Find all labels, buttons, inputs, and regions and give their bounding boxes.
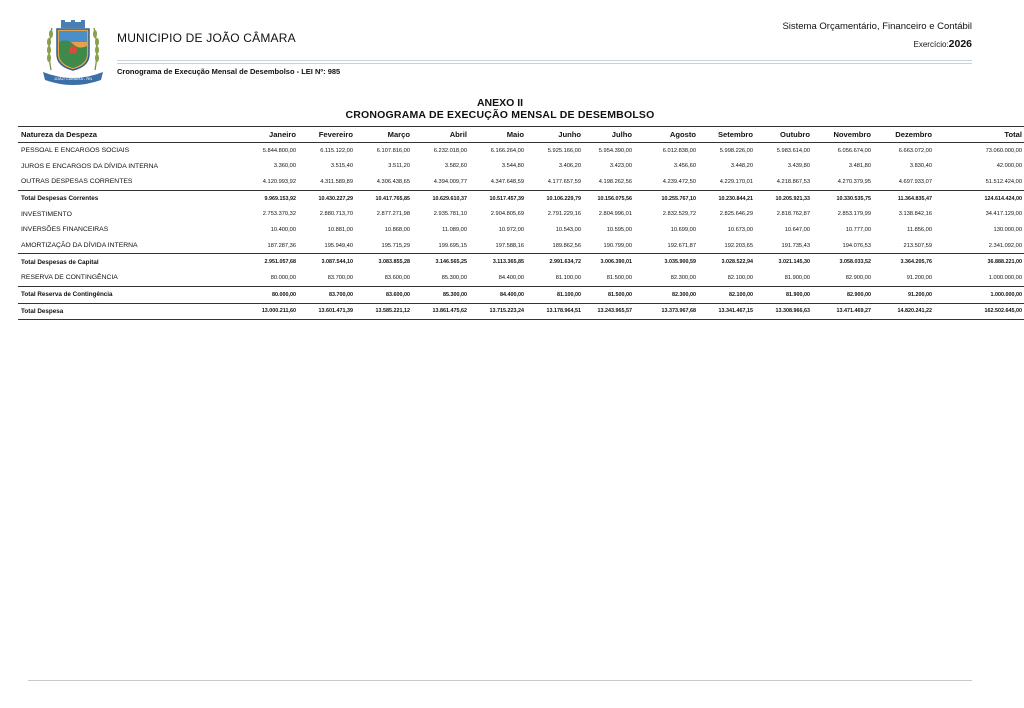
month-value: 4.120.993,92 xyxy=(262,178,296,185)
row-label: RESERVA DE CONTINGÊNCIA xyxy=(21,274,118,282)
month-value: 3.582,60 xyxy=(444,163,467,170)
month-value: 83.700,00 xyxy=(298,286,355,303)
month-value: 192.203,65 xyxy=(724,242,753,249)
month-value: 13.601.471,39 xyxy=(298,303,355,320)
month-value: 10.777,00 xyxy=(845,226,871,233)
month-value: 82.100,00 xyxy=(727,274,753,281)
month-value: 81.500,00 xyxy=(583,286,634,303)
month-value: 195.949,40 xyxy=(324,242,353,249)
month-value: 2.877.271,98 xyxy=(376,211,410,218)
month-value: 10.430.227,29 xyxy=(298,190,355,206)
row-label: INVERSÕES FINANCEIRAS xyxy=(21,226,109,234)
month-value: 10.156.075,56 xyxy=(583,190,634,206)
month-value: 10.629.610,37 xyxy=(412,190,469,206)
table-row xyxy=(18,143,1024,159)
row-label: AMORTIZAÇÃO DA DÍVIDA INTERNA xyxy=(21,242,138,250)
row-total-value: 1.000.000,00 xyxy=(934,286,1024,303)
system-name: Sistema Orçamentário, Financeiro e Contábil xyxy=(782,21,972,32)
month-value: 2.904.805,69 xyxy=(490,211,524,218)
month-value: 3.439,80 xyxy=(787,163,810,170)
table-total-row xyxy=(18,286,1024,303)
table-header-row xyxy=(18,127,1024,143)
month-value: 4.198.262,56 xyxy=(598,178,632,185)
month-value: 3.021.145,30 xyxy=(755,254,812,270)
month-value: 194.076,53 xyxy=(842,242,871,249)
month-value: 82.900,00 xyxy=(845,274,871,281)
month-value: 6.012.838,00 xyxy=(662,147,696,154)
month-value: 3.087.544,10 xyxy=(298,254,355,270)
row-label: INVESTIMENTO xyxy=(21,210,72,218)
column-header-month: Janeiro xyxy=(241,127,298,143)
column-header-month: Agosto xyxy=(634,127,698,143)
month-value: 9.969.153,92 xyxy=(241,190,298,206)
month-value: 14.820.241,22 xyxy=(873,303,934,320)
month-value: 6.107.816,00 xyxy=(376,147,410,154)
row-label: Total Reserva de Contingência xyxy=(18,286,241,303)
month-value: 91.200,00 xyxy=(906,274,932,281)
month-value: 10.106.229,79 xyxy=(526,190,583,206)
month-value: 189.862,56 xyxy=(552,242,581,249)
month-value: 3.481,80 xyxy=(848,163,871,170)
row-total-value: 51.512.424,00 xyxy=(985,178,1022,185)
month-value: 13.471.469,27 xyxy=(812,303,873,320)
month-value: 2.804.996,01 xyxy=(598,211,632,218)
month-value: 10.881,00 xyxy=(327,226,353,233)
column-header-month: Outubro xyxy=(755,127,812,143)
month-value: 5.954.390,00 xyxy=(598,147,632,154)
month-value: 3.515,40 xyxy=(330,163,353,170)
month-value: 6.115.122,00 xyxy=(320,147,353,154)
month-value: 84.400,00 xyxy=(498,274,524,281)
municipality-name: MUNICIPIO DE JOÃO CÂMARA xyxy=(117,31,296,45)
month-value: 10.230.844,21 xyxy=(698,190,755,206)
month-value: 6.056.674,00 xyxy=(837,147,871,154)
table-row xyxy=(18,238,1024,254)
table-row xyxy=(18,174,1024,190)
month-value: 199.695,15 xyxy=(438,242,467,249)
table-row xyxy=(18,222,1024,238)
month-value: 2.753.370,32 xyxy=(262,211,296,218)
month-value: 3.448,20 xyxy=(730,163,753,170)
month-value: 81.900,00 xyxy=(784,274,810,281)
month-value: 3.146.565,25 xyxy=(412,254,469,270)
svg-text:JOÃO CÂMARA - RN: JOÃO CÂMARA - RN xyxy=(53,76,93,81)
month-value: 10.400,00 xyxy=(270,226,296,233)
month-value: 10.972,00 xyxy=(498,226,524,233)
month-value: 3.423,00 xyxy=(609,163,632,170)
month-value: 10.255.767,10 xyxy=(634,190,698,206)
month-value: 82.300,00 xyxy=(670,274,696,281)
month-value: 3.830,40 xyxy=(909,163,932,170)
month-value: 2.991.634,72 xyxy=(526,254,583,270)
annex-title: ANEXO II xyxy=(476,97,524,109)
month-value: 10.417.765,85 xyxy=(355,190,412,206)
month-value: 3.113.365,85 xyxy=(469,254,526,270)
month-value: 197.588,16 xyxy=(495,242,524,249)
table-row xyxy=(18,159,1024,175)
column-header-month: Junho xyxy=(526,127,583,143)
month-value: 5.998.226,00 xyxy=(719,147,753,154)
row-label: JUROS E ENCARGOS DA DÍVIDA INTERNA xyxy=(21,162,159,170)
month-value: 3.035.900,59 xyxy=(634,254,698,270)
row-total-value: 73.060.000,00 xyxy=(985,147,1022,154)
municipal-coat-of-arms-icon xyxy=(37,20,109,88)
month-value: 82.900,00 xyxy=(812,286,873,303)
column-header-month: Dezembro xyxy=(873,127,934,143)
month-value: 4.177.657,59 xyxy=(547,178,581,185)
month-value: 191.735,43 xyxy=(781,242,810,249)
month-value: 2.880.713,70 xyxy=(319,211,353,218)
month-value: 13.000.211,60 xyxy=(241,303,298,320)
row-total-value: 36.888.221,00 xyxy=(934,254,1024,270)
month-value: 13.178.964,51 xyxy=(526,303,583,320)
row-total-value: 42.000,00 xyxy=(996,163,1022,170)
month-value: 10.517.457,39 xyxy=(469,190,526,206)
month-value: 3.006.390,01 xyxy=(583,254,634,270)
month-value: 213.507,59 xyxy=(903,242,932,249)
month-value: 91.200,00 xyxy=(873,286,934,303)
month-value: 5.844.800,00 xyxy=(262,147,296,154)
month-value: 4.218.867,53 xyxy=(776,178,810,185)
month-value: 82.300,00 xyxy=(634,286,698,303)
row-label: Total Despesa xyxy=(18,303,241,320)
month-value: 13.341.467,15 xyxy=(698,303,755,320)
table-row xyxy=(18,207,1024,223)
month-value: 81.100,00 xyxy=(555,274,581,281)
row-total-value: 2.341.092,00 xyxy=(988,242,1022,249)
row-total-value: 124.614.424,00 xyxy=(934,190,1024,206)
month-value: 85.300,00 xyxy=(441,274,467,281)
column-header-month: Setembro xyxy=(698,127,755,143)
report-subtitle: Cronograma de Execução Mensal de Desembolso - LEI Nº: 985 xyxy=(117,67,341,76)
month-value: 10.205.921,33 xyxy=(755,190,812,206)
column-header-month: Total xyxy=(934,127,1024,143)
table-total-row xyxy=(18,303,1024,320)
month-value: 81.900,00 xyxy=(755,286,812,303)
month-value: 10.699,00 xyxy=(670,226,696,233)
month-value: 10.330.535,75 xyxy=(812,190,873,206)
report-title: CRONOGRAMA DE EXECUÇÃO MENSAL DE DESEMBOLSO xyxy=(345,109,655,121)
month-value: 3.083.855,28 xyxy=(355,254,412,270)
row-total-value: 130.000,00 xyxy=(993,226,1022,233)
month-value: 2.791.229,16 xyxy=(547,211,581,218)
month-value: 3.511,20 xyxy=(388,163,410,170)
month-value: 192.671,87 xyxy=(667,242,696,249)
month-value: 83.700,00 xyxy=(327,274,353,281)
month-value: 4.270.379,95 xyxy=(837,178,871,185)
month-value: 81.500,00 xyxy=(606,274,632,281)
month-value: 13.373.967,68 xyxy=(634,303,698,320)
month-value: 3.364.205,76 xyxy=(873,254,934,270)
column-header-month: Julho xyxy=(583,127,634,143)
month-value: 2.825.646,29 xyxy=(719,211,753,218)
month-value: 84.400,00 xyxy=(469,286,526,303)
month-value: 3.138.842,16 xyxy=(898,211,932,218)
month-value: 13.308.966,63 xyxy=(755,303,812,320)
month-value: 10.595,00 xyxy=(606,226,632,233)
month-value: 3.456,60 xyxy=(673,163,696,170)
row-label: PESSOAL E ENCARGOS SOCIAIS xyxy=(21,147,130,155)
row-label: Total Despesas de Capital xyxy=(18,254,241,270)
month-value: 83.600,00 xyxy=(384,274,410,281)
column-header-month: Março xyxy=(355,127,412,143)
table-total-row xyxy=(18,254,1024,270)
month-value: 11.856,00 xyxy=(907,226,932,233)
exercise-year xyxy=(914,38,972,50)
column-header-month: Abril xyxy=(412,127,469,143)
month-value: 11.364.835,47 xyxy=(873,190,934,206)
column-header-natureza: Natureza da Despeza xyxy=(18,127,241,143)
month-value: 2.935.781,10 xyxy=(433,211,467,218)
month-value: 4.229.170,01 xyxy=(719,178,753,185)
month-value: 4.306.438,65 xyxy=(376,178,410,185)
month-value: 2.818.762,87 xyxy=(776,211,810,218)
header-divider xyxy=(117,60,972,64)
month-value: 4.697.933,07 xyxy=(898,178,932,185)
month-value: 2.951.057,68 xyxy=(241,254,298,270)
month-value: 4.394.009,77 xyxy=(433,178,467,185)
row-label: Total Despesas Correntes xyxy=(18,190,241,206)
month-value: 187.287,36 xyxy=(267,242,296,249)
month-value: 80.000,00 xyxy=(241,286,298,303)
month-value: 13.861.475,62 xyxy=(412,303,469,320)
month-value: 3.360,00 xyxy=(273,163,296,170)
month-value: 195.715,29 xyxy=(381,242,410,249)
month-value: 3.544,80 xyxy=(501,163,524,170)
month-value: 10.543,00 xyxy=(555,226,581,233)
month-value: 3.028.522,94 xyxy=(698,254,755,270)
month-value: 13.715.223,24 xyxy=(469,303,526,320)
month-value: 83.600,00 xyxy=(355,286,412,303)
month-value: 2.832.529,72 xyxy=(662,211,696,218)
month-value: 10.868,00 xyxy=(384,226,410,233)
month-value: 2.853.179,99 xyxy=(837,211,871,218)
month-value: 3.058.033,52 xyxy=(812,254,873,270)
month-value: 4.347.648,59 xyxy=(490,178,524,185)
month-value: 10.673,00 xyxy=(727,226,753,233)
month-value: 10.647,00 xyxy=(784,226,810,233)
month-value: 6.166.264,00 xyxy=(490,147,524,154)
month-value: 4.239.472,50 xyxy=(662,178,696,185)
row-total-value: 1.000.000,00 xyxy=(988,274,1022,281)
month-value: 190.799,00 xyxy=(603,242,632,249)
row-total-value: 162.502.645,00 xyxy=(934,303,1024,320)
month-value: 4.311.589,89 xyxy=(320,178,353,185)
disbursement-schedule-table xyxy=(18,126,1024,320)
month-value: 82.100,00 xyxy=(698,286,755,303)
table-total-row xyxy=(18,190,1024,206)
exercise-year-value: 2026 xyxy=(948,38,972,50)
month-value: 5.983.614,00 xyxy=(776,147,810,154)
footer-divider xyxy=(28,680,972,681)
column-header-month: Maio xyxy=(469,127,526,143)
month-value: 3.406,20 xyxy=(558,163,581,170)
row-total-value: 34.417.129,00 xyxy=(985,211,1022,218)
month-value: 13.585.221,12 xyxy=(355,303,412,320)
row-label: OUTRAS DESPESAS CORRENTES xyxy=(21,178,133,186)
month-value: 6.232.018,00 xyxy=(433,147,467,154)
column-header-month: Fevereiro xyxy=(298,127,355,143)
month-value: 11.089,00 xyxy=(442,226,467,233)
month-value: 5.925.166,00 xyxy=(547,147,581,154)
month-value: 81.100,00 xyxy=(526,286,583,303)
table-row xyxy=(18,270,1024,286)
month-value: 80.000,00 xyxy=(270,274,296,281)
month-value: 85.300,00 xyxy=(412,286,469,303)
month-value: 6.663.072,00 xyxy=(898,147,932,154)
exercise-label: Exercício: xyxy=(913,40,949,49)
column-header-month: Novembro xyxy=(812,127,873,143)
month-value: 13.243.965,57 xyxy=(583,303,634,320)
